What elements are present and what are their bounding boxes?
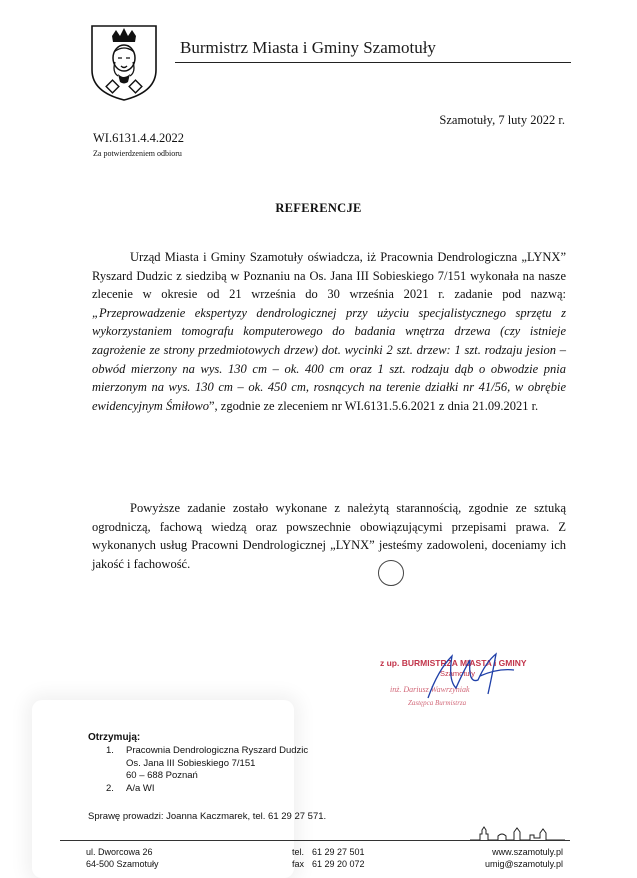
- recipient-line: 60 – 688 Poznań: [126, 770, 198, 781]
- website-link[interactable]: www.szamotuly.pl: [492, 847, 563, 857]
- footer-contact-labels: [292, 847, 304, 870]
- office-title: Burmistrz Miasta i Gminy Szamotuły: [180, 38, 436, 57]
- footer-contact-values: [312, 847, 365, 870]
- paragraph-reference-body: [92, 248, 566, 415]
- punch-mark: [378, 560, 404, 586]
- footer-street: ul. Dworcowa 26: [86, 847, 153, 857]
- recipient-line: Os. Jana III Sobieskiego 7/151: [126, 757, 256, 769]
- footer-city: 64-500 Szamotuły: [86, 858, 159, 869]
- fax-label: fax: [292, 858, 305, 869]
- tel-label: tel.: [292, 847, 305, 857]
- footer-divider: [60, 840, 570, 841]
- recipient-line: A/a WI: [126, 783, 155, 794]
- footer-address: [86, 847, 159, 870]
- tel-number: 61 29 27 501: [312, 847, 365, 857]
- coat-of-arms-logo: [88, 22, 160, 102]
- footer-web: [485, 847, 563, 870]
- fax-number: 61 29 20 072: [312, 858, 365, 869]
- reference-number: WI.6131.4.4.2022: [93, 131, 184, 145]
- paragraph-order-ref: ”, zgodnie ze zleceniem nr WI.6131.5.6.2021 z dnia 21.09.2021 r.: [209, 398, 539, 413]
- recipient-item: [126, 783, 155, 796]
- paragraph-intro: Urząd Miasta i Gminy Szamotuły oświadcza, iż Pracownia Dendrologiczna „LYNX” Ryszard Dudzic z siedzibą w Poznaniu na Os. Jana III Sobieskiego 7/151 wykonała na nasze zlecenie w okresie od 21 września do 30 września 2021 r. zadanie pod nazwą:: [92, 250, 566, 302]
- document-heading: REFERENCJE: [275, 201, 362, 215]
- email-link[interactable]: umig@szamotuly.pl: [485, 858, 563, 869]
- recipients-title: Otrzymują:: [88, 732, 141, 743]
- signature-stamp: [368, 650, 528, 710]
- header-divider: [175, 62, 571, 63]
- document-date: Szamotuły, 7 luty 2022 r.: [439, 113, 565, 127]
- paragraph-evaluation: [92, 499, 566, 573]
- recipient-number: 1.: [106, 745, 114, 756]
- recipient-line: Pracownia Dendrologiczna Ryszard Dudzic: [126, 745, 309, 756]
- recipient-number: 2.: [106, 783, 114, 794]
- stamp-line-name: inż. Dariusz Wawrzyniak: [390, 685, 470, 694]
- case-handler: Sprawę prowadzi: Joanna Kaczmarek, tel. 61 29 27 571.: [88, 811, 327, 822]
- stamp-line-role: Zastępca Burmistrza: [408, 699, 467, 707]
- recipient-item: [126, 745, 308, 783]
- stamp-line-authority: z up. BURMISTRZA MIASTA i GMINY: [380, 658, 527, 668]
- paragraph-evaluation-text: Powyższe zadanie zostało wykonane z należytą starannością, zgodnie ze sztuką ogrodniczą, fachową wiedzą oraz powszechnie obowiązującymi przepisami prawa. Z wykonanych usług Pracowni Dendrologicznej „LYNX” jesteśmy zadowoleni, doceniamy ich jakość i fachowość.: [92, 501, 566, 571]
- delivery-note: Za potwierdzeniem odbioru: [93, 149, 182, 158]
- stamp-line-city: Szamotuły: [440, 669, 476, 678]
- recipients-panel: [32, 700, 294, 878]
- task-title: „Przeprowadzenie ekspertyzy dendrologicznej przy użyciu specjalistycznego sprzętu z wykorzystaniem tomografu komputerowego do badania wnętrza drzewa (czy istnieje zagrożenie ze strony przedmiotowych drzew) dot. wycinki 2 szt. drzew: 1 szt. rodzaju jesion – obwód mierzony na wys. 130 cm – ok. 400 cm oraz 1 szt. rodzaju dąb o obwodzie pnia mierzonym na wys. 130 cm – ok. 450 cm, rosnących na terenie działki nr 41/56, w obrębie ewidencyjnym Śmiłowo: [92, 305, 566, 413]
